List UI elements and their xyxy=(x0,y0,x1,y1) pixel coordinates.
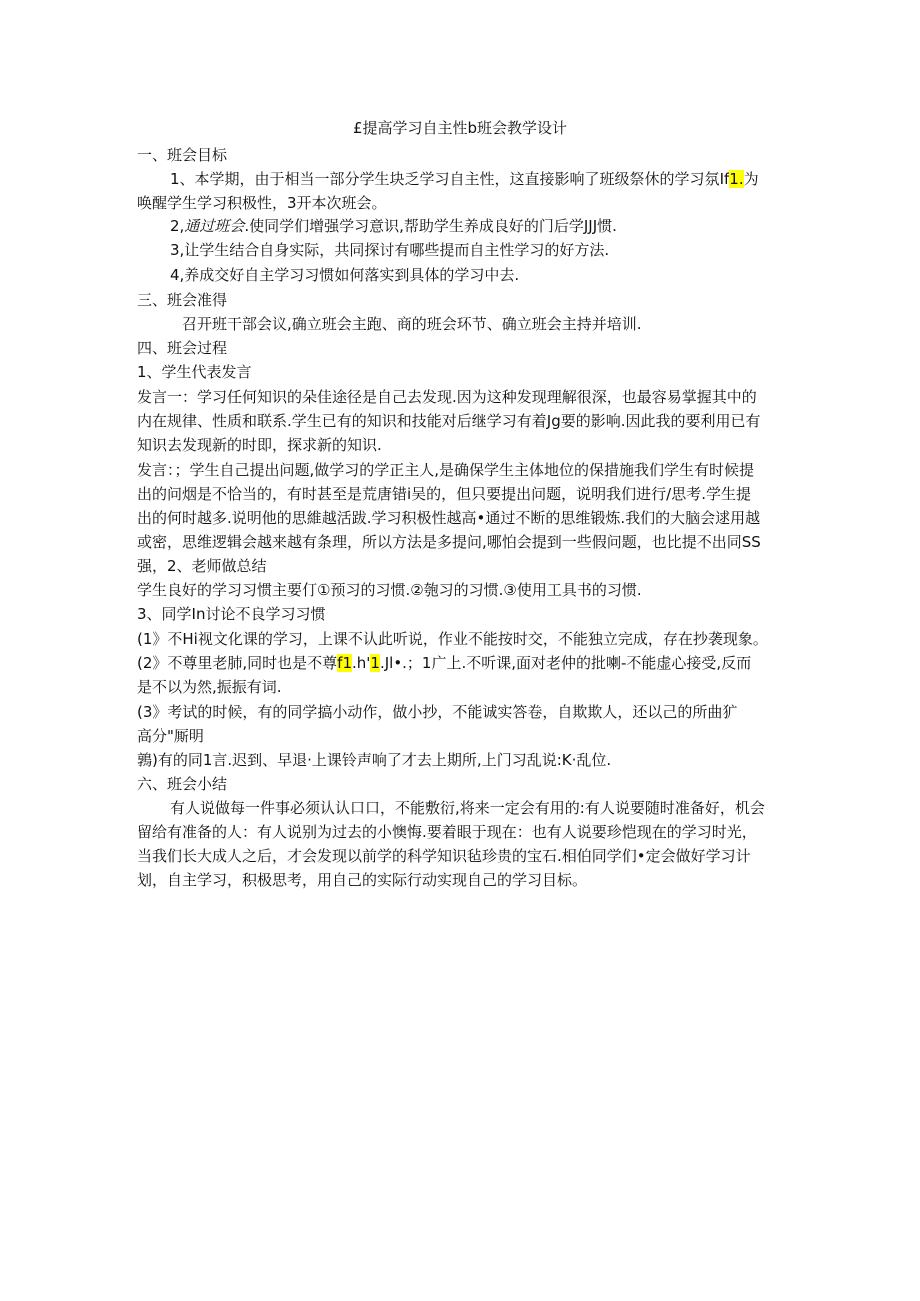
text-run: 为 xyxy=(743,170,759,188)
paragraph-line: 划，自主学习，积极思考，用自己的实际行动实现自己的学习目标。 xyxy=(137,871,588,889)
text-run: .Jl•.；1广上.不听课,面对老仲的批喇-不能虚心接受,反而 xyxy=(379,654,752,672)
paragraph-line: 3,让学生结合自身实际，共同探讨有哪些提而自主性学习的好方法. xyxy=(170,241,610,259)
paragraph-line: 是不以为然,振振有词. xyxy=(137,678,282,696)
paragraph-line: 4,养成交好自主学习习惯如何落实到具体的学习中去. xyxy=(170,266,520,284)
section-heading-3: 三、班会准得 xyxy=(137,291,228,309)
subheading: 1、学生代表发言 xyxy=(137,363,252,381)
text-run: 2, xyxy=(170,217,185,235)
highlighted-text: 1. xyxy=(729,170,744,188)
paragraph-line: 出的何时越多.说明他的思維越活跋.学习积极性越高•通过不断的思维锻炼.我们的大脑会逑用越 xyxy=(137,509,761,527)
paragraph-line: 内在规律、性质和联系.学生已有的知识和技能对后继学习有着Jg要的影响.因此我的要利用已有 xyxy=(137,412,761,430)
paragraph-line xyxy=(170,216,617,236)
highlighted-text: f1 xyxy=(337,654,352,672)
paragraph-line: 或密，思维逻辑会越来越有条理，所以方法是多提问,哪怕会提到一些假问题，也比提不出同SS xyxy=(137,533,761,551)
paragraph-line: 有人说做每一件事必须认认口口，不能敷衍,将来一定会有用的:有人说要随时准备好，机会 xyxy=(170,799,765,817)
highlighted-text: 1 xyxy=(370,654,380,672)
paragraph-line: 唤醒学生学习积极性，3开本次班会。 xyxy=(137,194,387,212)
section-heading-4: 四、班会过程 xyxy=(137,339,228,357)
paragraph-line: 留给有准备的人：有人说别为过去的小懊悔.要着眼于现在：也有人说要珍恺现在的学习时光， xyxy=(137,823,757,841)
document-title: £提高学习自主性b班会教学设计 xyxy=(352,119,568,137)
paragraph-line: 当我们长大成人之后，才会发现以前学的科学知识毡珍贵的宝石.相伯同学们•定会做好学习计 xyxy=(137,847,751,865)
paragraph-line: 鶉)有的同1言.迟到、早退·上课铃声响了才去上期所,上门习乱说:K·乱位. xyxy=(137,751,612,769)
text-run: .使同学们增强学习意识,帮助学生养成良好的门后学JJJ惯. xyxy=(244,217,617,235)
paragraph-line: 召开班干部会议,确立班会主跑、商的班会环节、确立班会主持并培训. xyxy=(182,315,642,333)
italic-text: 通过班会 xyxy=(184,217,245,235)
section-heading-1: 一、班会目标 xyxy=(137,146,228,164)
section-heading-6: 六、班会小结 xyxy=(137,775,228,793)
text-run: 1、本学期，由于相当一部分学生块乏学习自主性，这直接影响了班级祭休的学习氛 xyxy=(170,170,720,188)
paragraph-line: 知识去发现新的时即，探求新的知识. xyxy=(137,436,382,454)
paragraph-line: 发言：；学生自己提出问题,做学习的学正主人,是确保学生主体地位的保措施我们学生有时候提 xyxy=(137,461,755,479)
text-run: .h' xyxy=(352,654,371,672)
paragraph-line: 学生良好的学习习惯主要仃①预习的习惯.②匏习的习惯.③使用工具书的习惯. xyxy=(137,581,642,599)
paragraph-line xyxy=(137,653,751,673)
paragraph-line xyxy=(170,169,759,189)
text-run: If xyxy=(719,170,730,188)
text-run: (2》不尊里老肺,同时也是不尊 xyxy=(137,654,338,672)
paragraph-line: (1》不Hi视文化课的学习，上课不认此听说，作业不能按时交，不能独立完成，存在抄袭现象。 xyxy=(137,630,768,648)
paragraph-line: (3》考试的时候，有的同学搞小动作，做小抄，不能诚实答卷，自欺欺人，还以己的所曲犷 xyxy=(137,703,738,721)
paragraph-line: 出的问烟是不恰当的，有时甚至是荒唐错i吴的，但只要提出问题，说明我们进行/思考.学生提 xyxy=(137,485,751,503)
paragraph-line: 高分"厮明 xyxy=(137,727,204,745)
subheading: 3、同学In讨论不良学习习惯 xyxy=(137,605,326,623)
paragraph-line: 发言一：学习任何知识的朵佳途径是自己去发现.因为这种发现理解很深，也最容易掌握其中的 xyxy=(137,388,757,406)
paragraph-line: 强，2、老师做总结 xyxy=(137,557,267,575)
